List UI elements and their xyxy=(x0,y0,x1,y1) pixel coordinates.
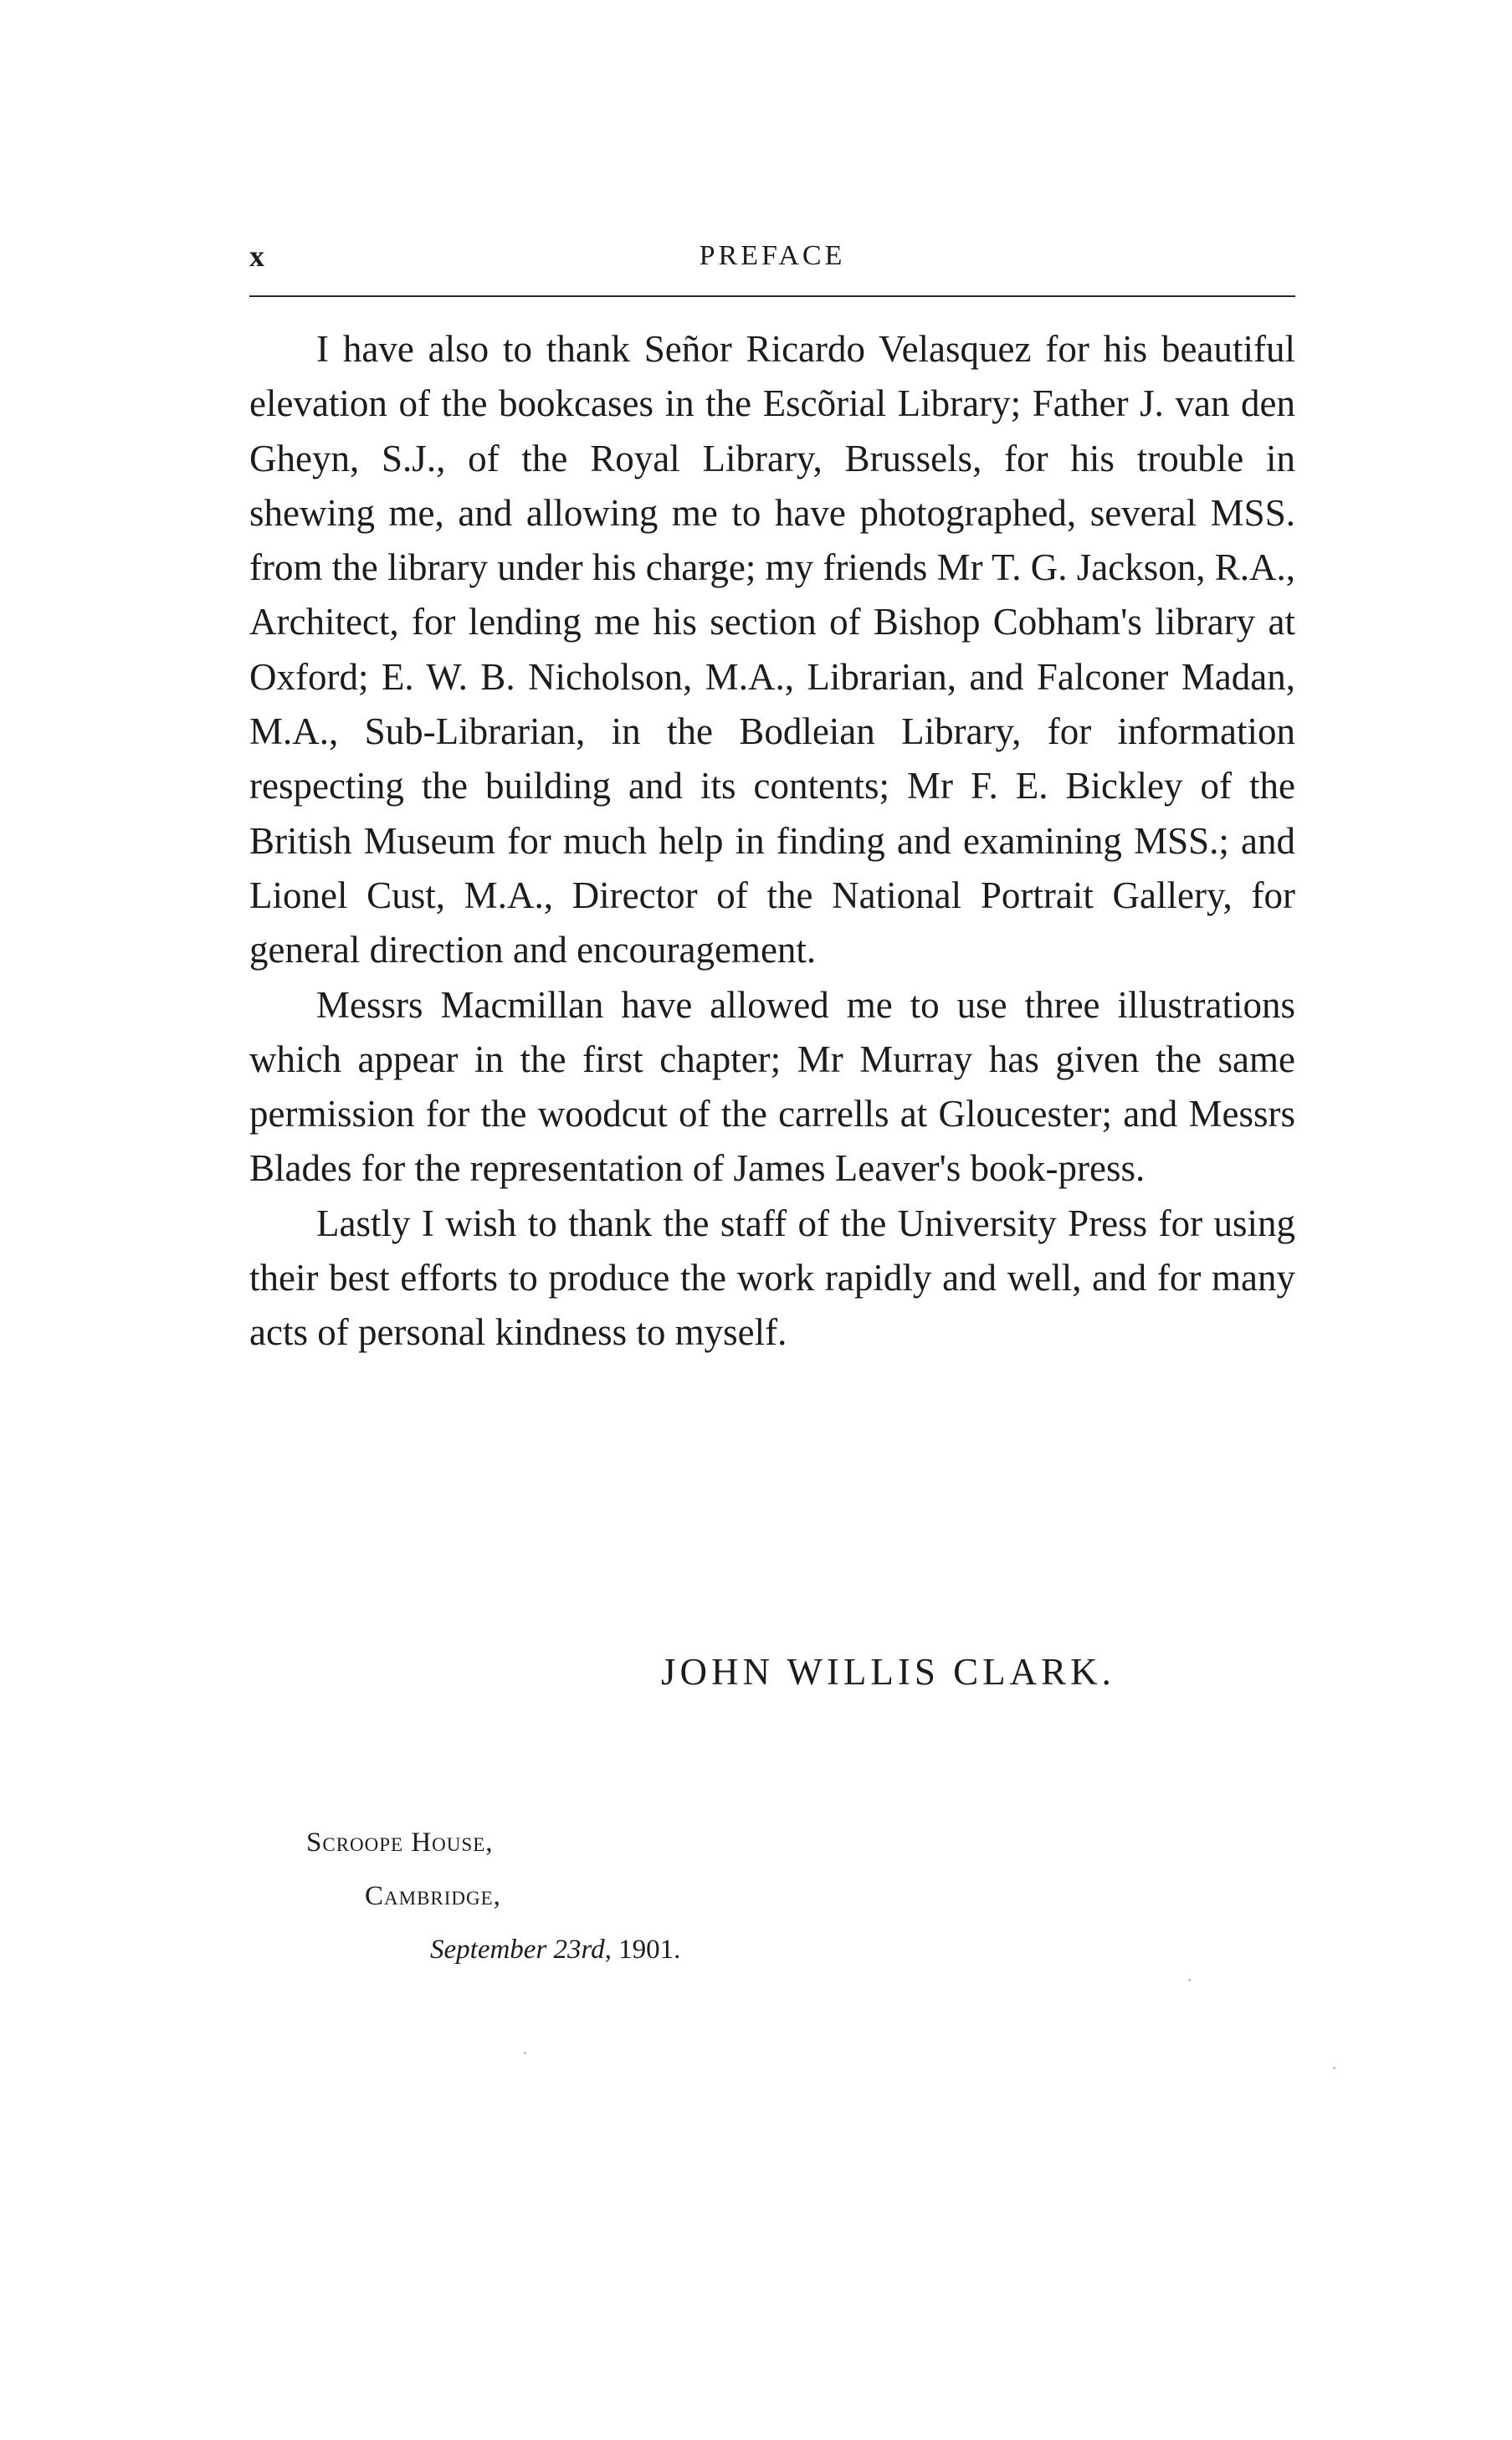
running-head: PREFACE xyxy=(699,240,846,271)
address-date xyxy=(430,1923,680,1976)
page-number: x xyxy=(249,239,265,273)
paragraph-press-thanks: Lastly I wish to thank the staff of the University Press for using their best efforts to produce the work rapidly and well, and for many acts of personal kindness to myself. xyxy=(249,1202,1295,1354)
page-header xyxy=(249,238,1295,289)
date-year: 1901. xyxy=(618,1935,681,1965)
paper-speck xyxy=(1333,2067,1335,2069)
paper-speck xyxy=(1188,1979,1191,1981)
address-block xyxy=(306,1816,680,1976)
address-house: Scroope House, xyxy=(306,1827,494,1858)
author-signature: JOHN WILLIS CLARK. xyxy=(661,1651,1115,1693)
header-rule xyxy=(249,295,1295,297)
address-town: Cambridge, xyxy=(365,1881,501,1911)
paragraph-illustrations: Messrs Macmillan have allowed me to use three illustrations which appear in the first chapter; Mr Murray has given the same permission for the woodcut of the carrells at Gloucester; and Messrs Blades for the representation of James Leaver's book-press. xyxy=(249,983,1295,1190)
preface-body xyxy=(249,322,1295,1361)
date-month-day: September 23rd, xyxy=(430,1935,612,1965)
paper-speck xyxy=(524,2052,526,2054)
paragraph-acknowledgements: I have also to thank Señor Ricardo Velasquez for his beautiful elevation of the bookcases in the Escõrial Library; Father J. van den Gheyn, S.J., of the Royal Library, Brussels, for his trouble in shewing me, and allowing me to have photographed, several MSS. from the library under his charge; my friends Mr T. G. Jackson, R.A., Architect, for lending me his section of Bishop Cobham's library at Oxford; E. W. B. Nicholson, M.A., Librarian, and Falconer Madan, M.A., Sub-Librarian, in the Bodleian Library, for information respecting the building and its contents; Mr F. E. Bickley of the British Museum for much help in finding and examining MSS.; and Lionel Cust, M.A., Director of the National Portrait Gallery, for general direction and encouragement. xyxy=(249,328,1295,971)
